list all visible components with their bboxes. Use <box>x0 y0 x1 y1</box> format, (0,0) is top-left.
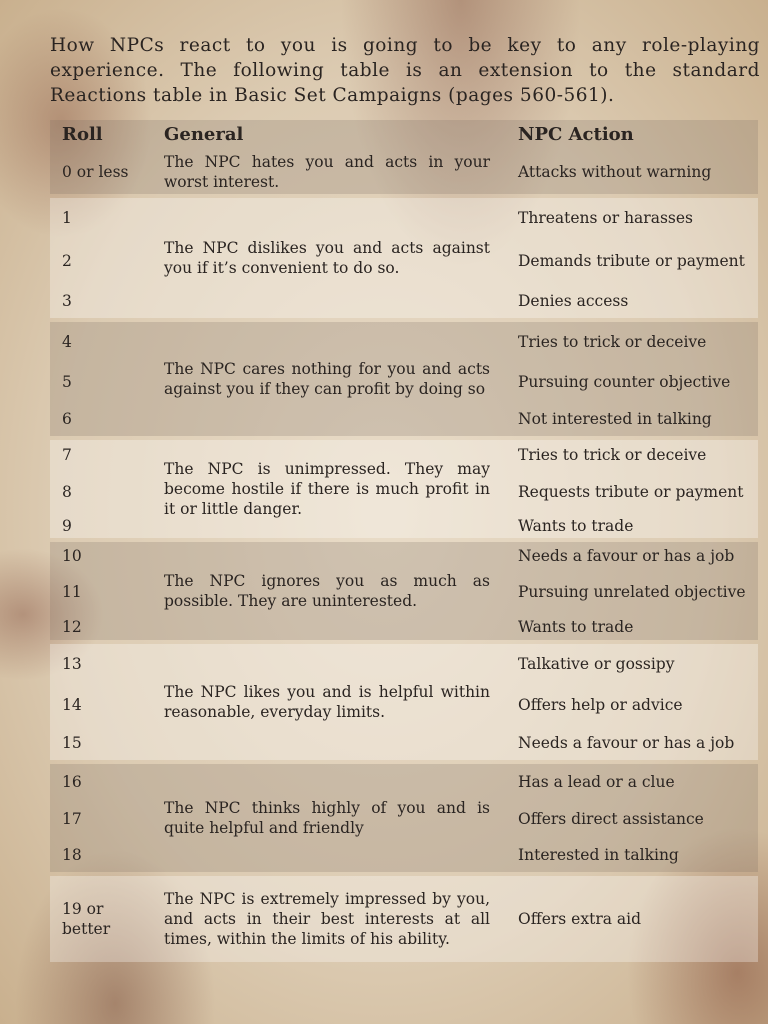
action-cell: Has a lead or a clue <box>518 773 675 791</box>
header-general: General <box>164 124 244 145</box>
header-roll: Roll <box>62 124 103 145</box>
roll-cell: 4 <box>62 333 72 351</box>
roll-cell: 3 <box>62 292 72 310</box>
roll-cell: 2 <box>62 252 72 270</box>
general-cell: The NPC dislikes you and acts against you if it’s convenient to do so. <box>164 239 490 277</box>
intro-paragraph: How NPCs react to you is going to be key to any role-playing experience. The following table is an extension to the standard Reactions table in Basic Set Campaigns (pages 560-561). <box>50 35 760 106</box>
action-cell: Wants to trade <box>518 517 634 535</box>
action-cell: Not interested in talking <box>518 410 712 428</box>
general-cell: The NPC is extremely impressed by you, and acts in their best interests at all times, within the limits of his ability. <box>164 890 490 948</box>
table-row <box>50 644 758 684</box>
table-body <box>50 150 758 962</box>
action-cell: Needs a favour or has a job <box>518 734 735 752</box>
action-cell: Requests tribute or payment <box>518 483 744 501</box>
roll-cell: 14 <box>62 696 82 714</box>
roll-cell: 13 <box>62 655 82 673</box>
action-cell: Denies access <box>518 292 629 310</box>
roll-cell: 1 <box>62 209 72 227</box>
roll-cell: 17 <box>62 810 82 828</box>
action-cell: Threatens or harasses <box>518 209 693 227</box>
general-cell: The NPC ignores you as much as possible. They are uninterested. <box>164 572 490 610</box>
action-cell: Needs a favour or has a job <box>518 547 735 565</box>
general-cell: The NPC thinks highly of you and is quite helpful and friendly <box>164 799 490 837</box>
table-row <box>50 322 758 362</box>
roll-cell: 10 <box>62 547 82 565</box>
roll-cell: 8 <box>62 483 72 501</box>
roll-cell: 15 <box>62 734 82 752</box>
table-row <box>50 150 758 194</box>
general-cell: The NPC cares nothing for you and acts against you if they can profit by doing so <box>164 360 490 398</box>
roll-cell: 0 or less <box>62 163 129 181</box>
general-cell: The NPC hates you and acts in your worst interest. <box>164 153 490 191</box>
general-cell: The NPC likes you and is helpful within reasonable, everyday limits. <box>164 683 490 721</box>
action-cell: Offers extra aid <box>518 910 642 928</box>
header-npc-action: NPC Action <box>518 124 634 145</box>
general-cell: The NPC is unimpressed. They may become hostile if there is much profit in it or little danger. <box>164 460 490 518</box>
roll-cell: 12 <box>62 618 82 636</box>
roll-cell: 6 <box>62 410 72 428</box>
action-cell: Attacks without warning <box>518 163 712 181</box>
action-cell: Demands tribute or payment <box>518 252 745 270</box>
roll-cell: 5 <box>62 373 72 391</box>
table-row <box>50 440 758 470</box>
action-cell: Offers help or advice <box>518 696 683 714</box>
roll-cell: 9 <box>62 517 72 535</box>
action-cell: Talkative or gossipy <box>518 655 675 673</box>
action-cell: Offers direct assistance <box>518 810 704 828</box>
action-cell: Tries to trick or deceive <box>518 333 707 351</box>
roll-cell: 16 <box>62 773 82 791</box>
roll-cell: 18 <box>62 846 82 864</box>
reactions-table <box>50 120 758 962</box>
table-row <box>50 764 758 800</box>
action-cell: Pursuing unrelated objective <box>518 583 746 601</box>
table-row <box>50 876 758 962</box>
action-cell: Tries to trick or deceive <box>518 446 707 464</box>
roll-cell: 19 or better <box>62 900 111 938</box>
table-header-row <box>50 120 758 150</box>
roll-cell: 11 <box>62 583 82 601</box>
table-row <box>50 198 758 238</box>
roll-cell: 7 <box>62 446 72 464</box>
action-cell: Pursuing counter objective <box>518 373 731 391</box>
table-row <box>50 542 758 570</box>
action-cell: Interested in talking <box>518 846 679 864</box>
action-cell: Wants to trade <box>518 618 634 636</box>
